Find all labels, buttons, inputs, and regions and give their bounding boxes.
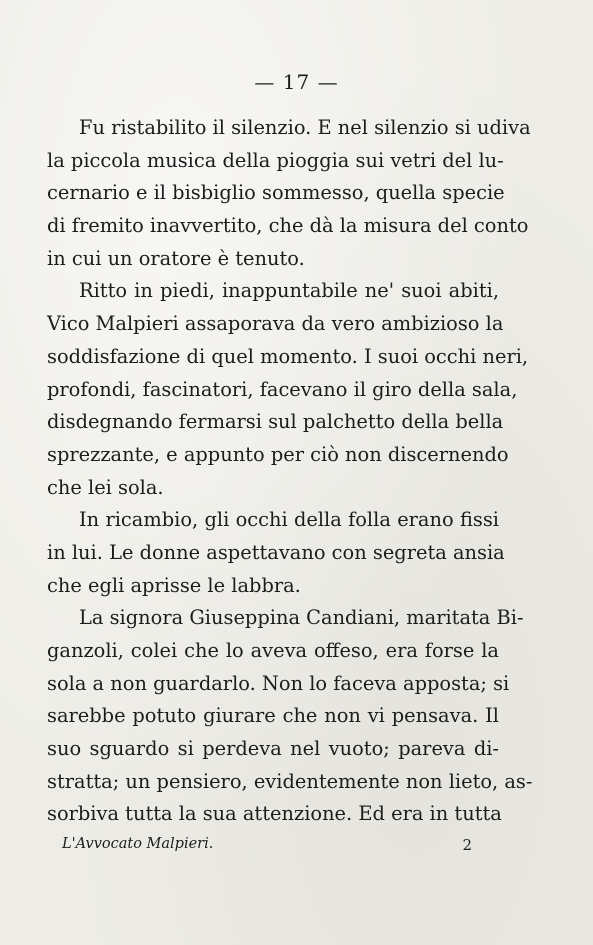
text-line: La signora Giuseppina Candiani, maritata Bi- bbox=[79, 606, 524, 630]
page-number: — 17 — bbox=[254, 70, 339, 94]
text-line: che lei sola. bbox=[47, 475, 164, 499]
text-line: la piccola musica della pioggia sui vetri del lu- bbox=[47, 148, 504, 172]
text-line: In ricambio, gli occhi della folla erano fissi bbox=[79, 508, 499, 532]
text-line: in cui un oratore è tenuto. bbox=[47, 246, 305, 270]
text-line: sola a non guardarlo. Non lo faceva apposta; si bbox=[47, 671, 510, 695]
text-line: ganzoli, colei che lo aveva offeso, era forse la bbox=[47, 639, 499, 662]
text-line: profondi, fascinatori, facevano il giro della sala, bbox=[47, 377, 518, 401]
text-line: Vico Malpieri assaporava da vero ambizioso la bbox=[47, 312, 504, 336]
text-line: disdegnando fermarsi sul palchetto della bella bbox=[47, 410, 504, 434]
text-line: che egli aprisse le labbra. bbox=[47, 573, 301, 597]
text-line: sprezzante, e appunto per ciò non discernendo bbox=[47, 442, 509, 466]
running-title: L'Avvocato Malpieri. bbox=[62, 836, 214, 852]
text-line: Ritto in piedi, inappuntabile ne' suoi abiti, bbox=[79, 279, 499, 303]
text-line: di fremito inavvertito, che dà la misura del conto bbox=[47, 214, 529, 238]
text-line: in lui. Le donne aspettavano con segreta ansia bbox=[47, 540, 505, 564]
body-text bbox=[47, 112, 533, 831]
text-line: suo sguardo si perdeva nel vuoto; pareva di- bbox=[47, 737, 499, 761]
text-line: sarebbe potuto giurare che non vi pensava. Il bbox=[47, 704, 499, 728]
text-line: sorbiva tutta la sua attenzione. Ed era in tutta bbox=[47, 802, 502, 826]
text-line: Fu ristabilito il silenzio. E nel silenzio si udiva bbox=[79, 116, 531, 139]
signature-mark: 2 bbox=[462, 836, 472, 854]
text-line: soddisfazione di quel momento. I suoi occhi neri, bbox=[47, 344, 529, 368]
text-line: stratta; un pensiero, evidentemente non lieto, as- bbox=[47, 769, 533, 793]
text-line: cernario e il bisbiglio sommesso, quella specie bbox=[47, 181, 505, 205]
page-footer bbox=[62, 836, 472, 852]
